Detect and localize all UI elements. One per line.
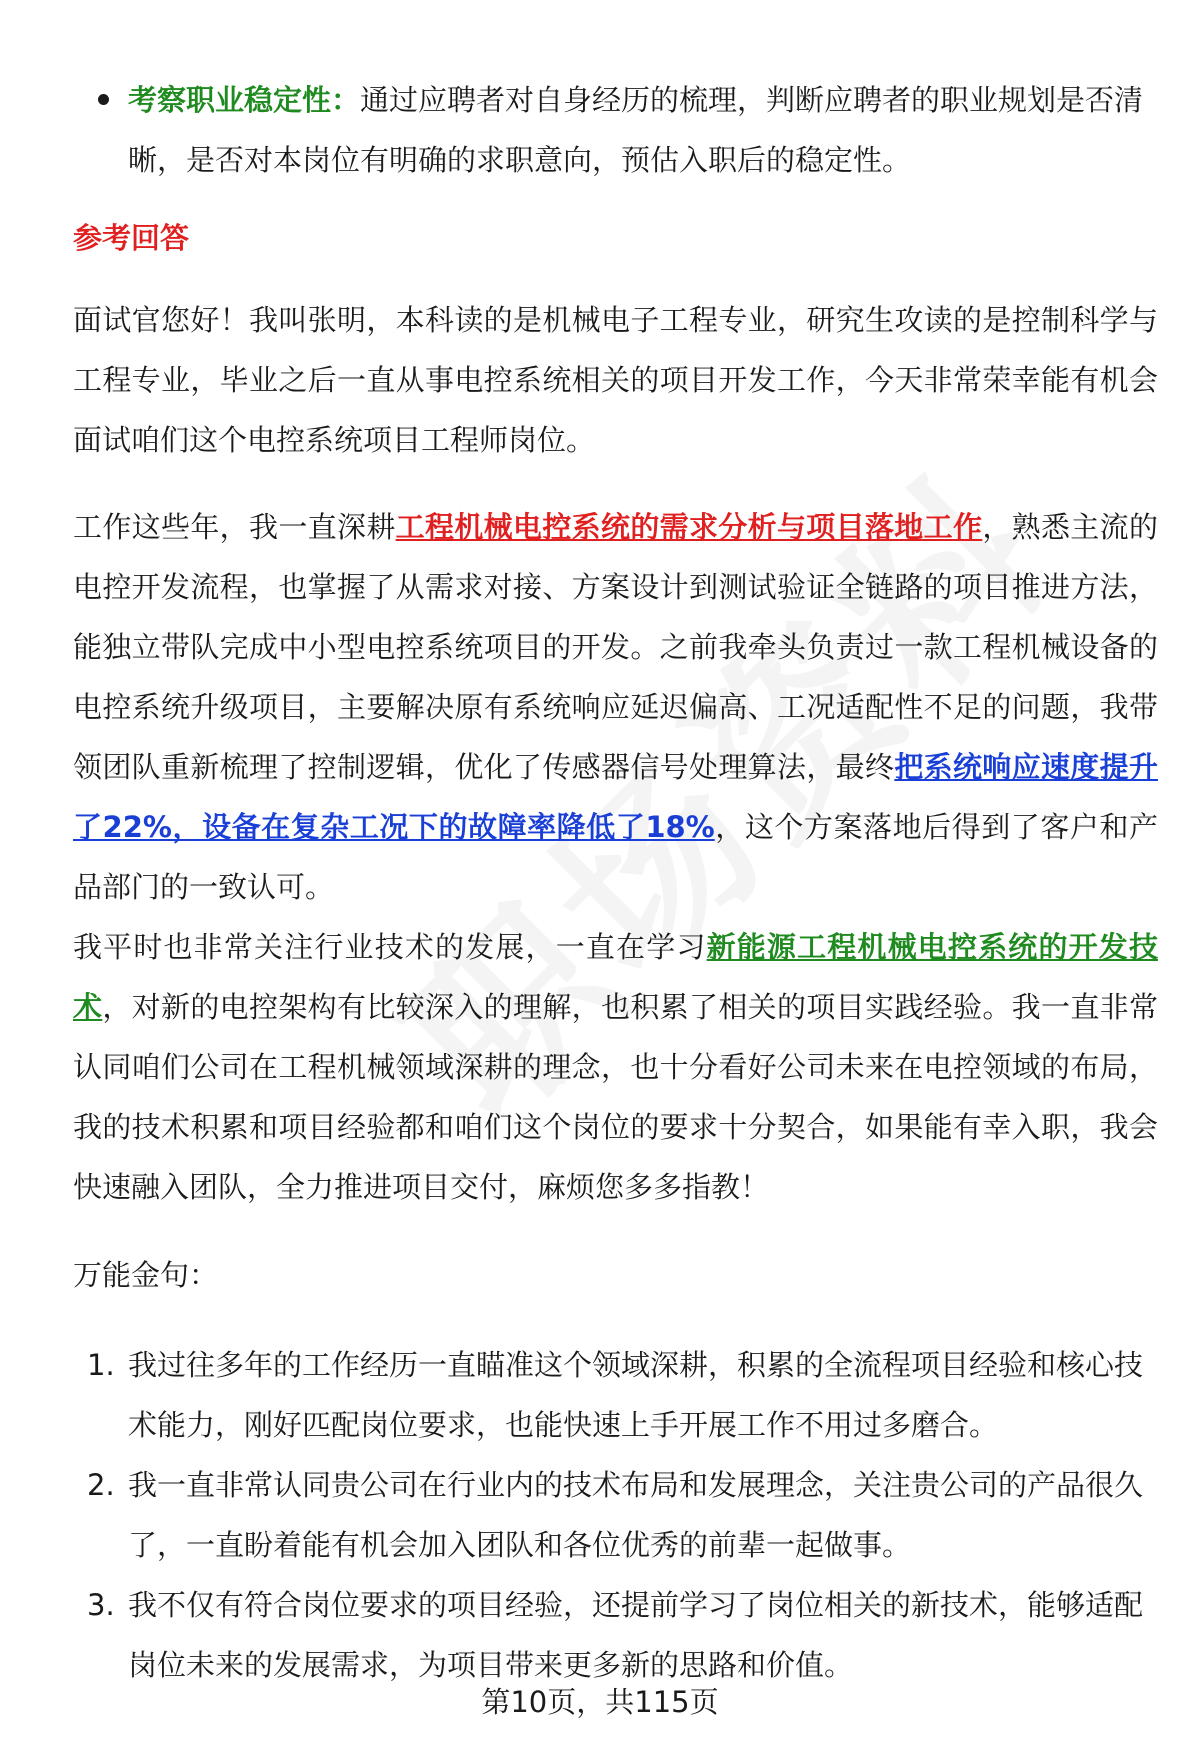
bullet-item <box>73 70 1153 190</box>
section-heading: 参考回答 <box>73 221 190 255</box>
highlight-performance-results: 把系统响应速度提升了22%，设备在复杂工况下的故障率降低了18% <box>73 750 1158 844</box>
golden-sentences-list <box>73 1335 1158 1695</box>
golden-sentences-title: 万能金句： <box>73 1258 219 1292</box>
paragraph-2-text-3: ，这个方案落地后得到了客户和产品部门的一致认可。 <box>73 810 1158 904</box>
list-item-text: 我不仅有符合岗位要求的项目经验，还提前学习了岗位相关的新技术，能够适配岗位未来的发展需求，为项目带来更多新的思路和价值。 <box>128 1588 1144 1682</box>
highlight-new-energy-tech: 新能源工程机械电控系统的开发技术 <box>73 930 1158 1024</box>
bullet-text: 通过应聘者对自身经历的梳理，判断应聘者的职业规划是否清晰，是否对本岗位有明确的求职意向，预估入职后的稳定性。 <box>128 83 1144 177</box>
bullet-label: 考察职业稳定性： <box>128 83 361 117</box>
paragraph-2-text-1: 工作这些年，我一直深耕 <box>73 510 396 544</box>
bullet-list <box>73 70 1153 190</box>
list-item-number: 3. <box>87 1588 115 1622</box>
page-number-footer: 第10页，共115页 <box>481 1685 719 1719</box>
paragraph-3-text-2: ，对新的电控架构有比较深入的理解，也积累了相关的项目实践经验。我一直非常认同咱们公司在工程机械领域深耕的理念，也十分看好公司未来在电控领域的布局，我的技术积累和项目经验都和咱们这个岗位的要求十分契合，如果能有幸入职，我会快速融入团队，全力推进项目交付，麻烦您多多指教！ <box>73 990 1158 1204</box>
list-item-number: 2. <box>87 1468 115 1502</box>
list-item-text: 我一直非常认同贵公司在行业内的技术布局和发展理念，关注贵公司的产品很久了，一直盼着能有机会加入团队和各位优秀的前辈一起做事。 <box>128 1468 1144 1562</box>
list-item-text: 我过往多年的工作经历一直瞄准这个领域深耕，积累的全流程项目经验和核心技术能力，刚好匹配岗位要求，也能快速上手开展工作不用过多磨合。 <box>128 1348 1144 1442</box>
answer-paragraph-2 <box>73 497 1158 917</box>
answer-paragraph-3 <box>73 917 1158 1217</box>
answer-paragraph-1: 面试官您好！我叫张明，本科读的是机械电子工程专业，研究生攻读的是控制科学与工程专业，毕业之后一直从事电控系统相关的项目开发工作，今天非常荣幸能有机会面试咱们这个电控系统项目工程师岗位。 <box>73 303 1158 457</box>
paragraph-2-text-2: ，熟悉主流的电控开发流程，也掌握了从需求对接、方案设计到测试验证全链路的项目推进方法，能独立带队完成中小型电控系统项目的开发。之前我牵头负责过一款工程机械设备的电控系统升级项目，主要解决原有系统响应延迟偏高、工况适配性不足的问题，我带领团队重新梳理了控制逻辑，优化了传感器信号处理算法，最终 <box>73 510 1158 784</box>
list-item-number: 1. <box>87 1348 115 1382</box>
bullet-dot-icon <box>98 94 109 105</box>
list-item <box>73 1335 1158 1455</box>
highlight-requirement-analysis: 工程机械电控系统的需求分析与项目落地工作 <box>395 510 983 544</box>
paragraph-3-text-1: 我平时也非常关注行业技术的发展，一直在学习 <box>73 930 707 964</box>
list-item <box>73 1455 1158 1575</box>
